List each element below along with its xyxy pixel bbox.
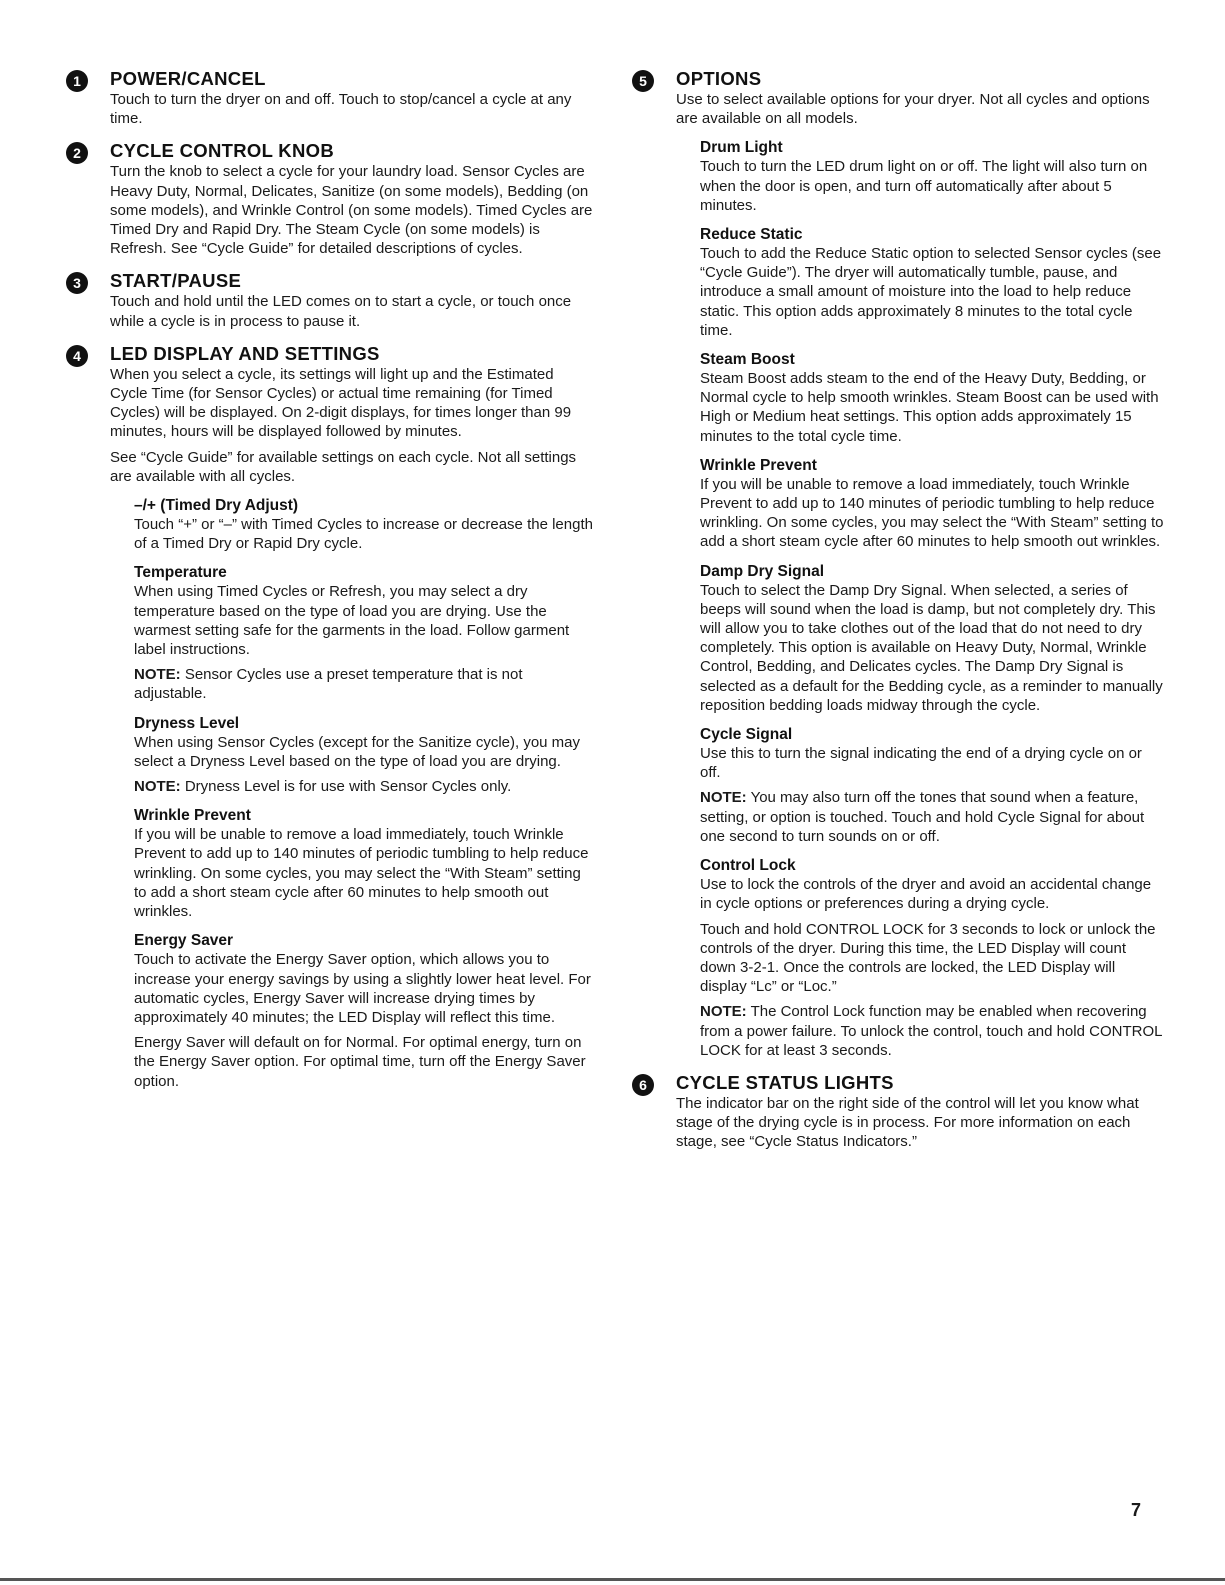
subsection-temperature	[110, 563, 594, 703]
subsection-steam-boost	[676, 350, 1165, 446]
section-body: Touch and hold until the LED comes on to start a cycle, or touch once while a cycle is in process to pause it.	[110, 293, 572, 330]
note-label: NOTE:	[700, 1003, 747, 1021]
number-badge-1: 1	[66, 70, 88, 92]
subsection-reduce-static	[676, 225, 1165, 340]
section-heading: CYCLE CONTROL KNOB	[110, 140, 334, 162]
section-heading: OPTIONS	[676, 68, 762, 89]
subsection-timed-dry-adjust	[110, 496, 594, 553]
subsection-body: Use this to turn the signal indicating the end of a drying cycle on or off.	[700, 745, 1142, 782]
subsection-dryness-level	[110, 714, 594, 797]
number-badge-5: 5	[632, 70, 654, 92]
page-number: 7	[1130, 1500, 1141, 1520]
subsection-title: Drum Light	[700, 139, 783, 157]
section-cycle-status-lights	[630, 1072, 1165, 1152]
subsection-title: Temperature	[134, 564, 227, 582]
subsection-body: Touch to select the Damp Dry Signal. When selected, a series of beeps will sound when the load is damp, but not completely dry. This will allow you to take clothes out of the load that do not need to dry completely. This option is available on Heavy Duty, Normal, Wrinkle Control, Bedding, and Delicates cycles. The Damp Dry Signal is selected as a default for the Bedding cycle, as a reminder to manually reposition bedding loads midway through the cycle.	[700, 581, 1163, 714]
subsection-energy-saver	[110, 931, 594, 1090]
note-label: NOTE:	[134, 778, 181, 796]
section-heading: CYCLE STATUS LIGHTS	[676, 1071, 894, 1093]
note-label: NOTE:	[700, 789, 747, 807]
section-heading: START/PAUSE	[110, 270, 242, 292]
subsection-damp-dry-signal	[676, 562, 1165, 715]
number-badge-3: 3	[66, 272, 88, 294]
subsection-body: Steam Boost adds steam to the end of the Heavy Duty, Bedding, or Normal cycle to help smooth wrinkles. Steam Boost can be used with High or Medium heat settings. This option adds approximately 15 minutes to the total cycle time.	[700, 370, 1159, 445]
subsection-body: When using Sensor Cycles (except for the Sanitize cycle), you may select a Dryness Level based on the type of load you are drying.	[134, 733, 581, 770]
right-column	[630, 68, 1165, 1164]
subsection-wrinkle-prevent	[676, 456, 1165, 552]
note	[134, 777, 594, 796]
subsection-body: When using Timed Cycles or Refresh, you may select a dry temperature based on the type of load you are drying. Use the warmest setting safe for the garments in the load. Follow garment label instructions.	[134, 583, 570, 659]
left-column	[64, 68, 594, 1103]
section-led-display	[64, 343, 594, 1091]
section-start-pause	[64, 270, 594, 330]
subsection-drum-light	[676, 138, 1165, 215]
subsection-body: Touch to add the Reduce Static option to selected Sensor cycles (see “Cycle Guide”). The dryer will automatically tumble, pause, and introduce a small amount of moisture into the load to help reduce static. This option adds approximately 8 minutes to the total cycle time.	[700, 245, 1162, 339]
subsection-wrinkle-prevent	[110, 806, 594, 921]
subsection-title: Control Lock	[700, 857, 796, 875]
subsection-body: Touch to activate the Energy Saver option, which allows you to increase your energy savings by using a slightly lower heat level. For automatic cycles, Energy Saver will increase drying times by approximately 40 minutes; the LED Display will reflect this time.	[134, 951, 591, 1026]
section-body: See “Cycle Guide” for available settings on each cycle. Not all settings are available with all cycles.	[110, 448, 577, 485]
note	[700, 1002, 1165, 1060]
subsection-title: –/+ (Timed Dry Adjust)	[134, 497, 299, 515]
subsection-body: If you will be unable to remove a load immediately, touch Wrinkle Prevent to add up to 140 minutes of periodic tumbling to help reduce wrinkling. On some cycles, you may select the “With Steam” setting to add a short steam cycle after 60 minutes to help smooth out wrinkles.	[134, 826, 589, 921]
subsection-title: Cycle Signal	[700, 726, 793, 744]
subsection-body: Energy Saver will default on for Normal. For optimal energy, turn on the Energy Saver option. For optimal time, turn off the Energy Saver option.	[134, 1034, 586, 1090]
note-text: Sensor Cycles use a preset temperature that is not adjustable.	[134, 666, 523, 703]
subsection-body: Touch and hold CONTROL LOCK for 3 seconds to lock or unlock the controls of the dryer. During this time, the LED Display will count down 3-2-1. Once the controls are locked, the LED Display will display “Lc” or “Loc.”	[700, 920, 1156, 996]
subsection-body: Touch “+” or “–” with Timed Cycles to increase or decrease the length of a Timed Dry or Rapid Dry cycle.	[134, 516, 593, 553]
subsection-body: If you will be unable to remove a load immediately, touch Wrinkle Prevent to add up to 140 minutes of periodic tumbling to help reduce wrinkling. On some cycles, you may select the “With Steam” setting to add a short steam cycle after 60 minutes to help smooth out wrinkles.	[700, 475, 1164, 551]
section-options	[630, 68, 1165, 1060]
section-body: Use to select available options for your dryer. Not all cycles and options are available on all models.	[676, 91, 1150, 128]
section-power-cancel	[64, 68, 594, 128]
section-body: When you select a cycle, its settings will light up and the Estimated Cycle Time (for Sensor Cycles) or actual time remaining (for Timed Cycles) will be displayed. On 2-digit displays, for times longer than 99 minutes, hours will be displayed followed by minutes.	[110, 365, 572, 441]
subsection-body: Touch to turn the LED drum light on or off. The light will also turn on when the door is open, and turn off automatically after about 5 minutes.	[700, 158, 1148, 214]
number-badge-4: 4	[66, 345, 88, 367]
section-heading: POWER/CANCEL	[110, 68, 266, 89]
subsection-title: Wrinkle Prevent	[134, 807, 251, 825]
subsection-control-lock	[676, 856, 1165, 1060]
note-text: Dryness Level is for use with Sensor Cycles only.	[180, 778, 512, 796]
note-text: You may also turn off the tones that sound when a feature, setting, or option is touched. Touch and hold Cycle Signal for about one second to turn sounds on or off.	[700, 789, 1145, 845]
note-text: The Control Lock function may be enabled when recovering from a power failure. To unlock the control, touch and hold CONTROL LOCK for at least 3 seconds.	[700, 1003, 1162, 1059]
subsection-title: Energy Saver	[134, 932, 234, 950]
subsection-title: Damp Dry Signal	[700, 562, 825, 580]
subsection-cycle-signal	[676, 725, 1165, 846]
subsection-title: Steam Boost	[700, 351, 795, 369]
section-cycle-control-knob	[64, 140, 594, 258]
section-body: Turn the knob to select a cycle for your laundry load. Sensor Cycles are Heavy Duty, Normal, Delicates, Sanitize (on some models), Bedding (on some models), and Wrinkle Control (on some models). Timed Cycles are Timed Dry and Rapid Dry. The Steam Cycle (on some models) is Refresh. See “Cycle Guide” for detailed descriptions of cycles.	[110, 163, 593, 258]
subsection-title: Reduce Static	[700, 226, 803, 244]
section-body: The indicator bar on the right side of the control will let you know what stage of the drying cycle is in process. For more information on each stage, see “Cycle Status Indicators.”	[676, 1094, 1139, 1151]
section-heading: LED DISPLAY AND SETTINGS	[110, 342, 380, 364]
subsection-body: Use to lock the controls of the dryer and avoid an accidental change in cycle options or preferences during a drying cycle.	[700, 876, 1152, 913]
section-body: Touch to turn the dryer on and off. Touch to stop/cancel a cycle at any time.	[110, 91, 572, 128]
note	[134, 665, 594, 703]
subsection-title: Wrinkle Prevent	[700, 456, 817, 474]
bottom-rule	[0, 1578, 1225, 1581]
number-badge-2: 2	[66, 142, 88, 164]
number-badge-6: 6	[632, 1074, 654, 1096]
note	[700, 788, 1165, 846]
note-label: NOTE:	[134, 666, 181, 684]
subsection-title: Dryness Level	[134, 714, 240, 732]
